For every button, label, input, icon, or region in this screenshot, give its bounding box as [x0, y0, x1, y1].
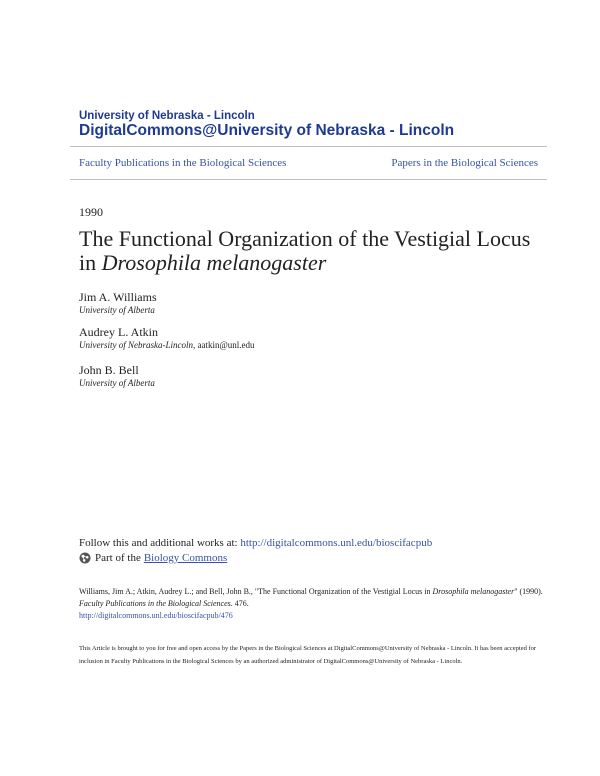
citation-number: . 476.: [230, 599, 249, 608]
citation-species: Drosophila melanogaster: [432, 587, 515, 596]
follow-url-link[interactable]: http://digitalcommons.unl.edu/bioscifacpub: [240, 537, 433, 549]
follow-text: Follow this and additional works at:: [79, 537, 241, 549]
author-affiliation-3: University of Alberta: [79, 378, 155, 388]
author-name-3: John B. Bell: [79, 363, 139, 377]
part-of-text: Part of the: [95, 552, 141, 564]
follow-line: [79, 537, 432, 549]
network-icon: [79, 552, 91, 564]
citation-year: " (1990).: [514, 587, 543, 596]
citation-journal: Faculty Publications in the Biological Sciences: [79, 599, 231, 608]
article-title-main: The Functional Organization of the Vestigial Locus in: [79, 226, 531, 275]
divider-bottom: [70, 179, 547, 180]
access-statement: This Article is brought to you for free and open access by the Papers in the Biological Sciences at DigitalCommons@University of Nebraska - Lincoln. It has been accepted for inclusion in Faculty Publications in the Biological Sciences by an authorized administrator of DigitalCommons@University of Nebraska - Lincoln.: [79, 645, 537, 665]
series-link-faculty-publications[interactable]: Faculty Publications in the Biological Sciences: [79, 157, 287, 169]
article-title: [79, 227, 549, 275]
author-name-2: Audrey L. Atkin: [79, 325, 158, 339]
author-affiliation-2: [79, 340, 255, 350]
author-affiliation-1: University of Alberta: [79, 305, 155, 315]
author-affiliation-text-2: University of Nebraska-Lincoln: [79, 340, 193, 350]
publication-year: 1990: [79, 205, 103, 219]
citation-url-link[interactable]: http://digitalcommons.unl.edu/bioscifacpub/476: [79, 611, 233, 620]
part-of-line: [79, 552, 227, 564]
author-name-1: Jim A. Williams: [79, 290, 157, 304]
university-name[interactable]: University of Nebraska - Lincoln: [79, 110, 255, 122]
repository-name[interactable]: DigitalCommons@University of Nebraska - Lincoln: [79, 122, 455, 139]
citation-block: [79, 586, 549, 622]
series-link-papers[interactable]: Papers in the Biological Sciences: [391, 157, 538, 169]
author-email-2[interactable]: , aatkin@unl.edu: [193, 340, 255, 350]
article-title-species: Drosophila melanogaster: [101, 250, 327, 275]
divider-top: [70, 146, 547, 147]
biology-commons-link[interactable]: Biology Commons: [143, 552, 228, 564]
citation-authors-title: Williams, Jim A.; Atkin, Audrey L.; and Bell, John B., "The Functional Organization of the Vestigial Locus in: [79, 587, 433, 596]
